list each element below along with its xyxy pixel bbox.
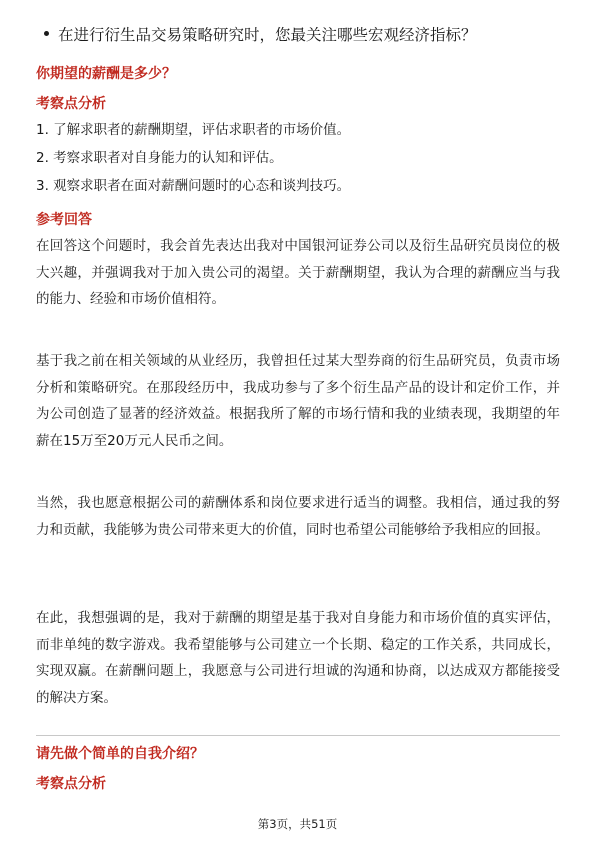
section1-analysis-heading: 考察点分析 — [36, 96, 106, 112]
section-divider — [36, 735, 560, 736]
analysis-item-1: 1. 了解求职者的薪酬期望，评估求职者的市场价值。 — [36, 122, 351, 138]
top-bullet-question — [44, 24, 477, 46]
section2-question: 请先做个简单的自我介绍？ — [36, 746, 204, 762]
section2-analysis-heading: 考察点分析 — [36, 776, 106, 792]
bullet-dot-icon — [44, 31, 49, 36]
answer-paragraph-3: 当然，我也愿意根据公司的薪酬体系和岗位要求进行适当的调整。我相信，通过我的努力和贡献，我能够为贵公司带来更大的价值，同时也希望公司能够给予我相应的回报。 — [36, 495, 560, 538]
page-number-footer: 第3页，共51页 — [257, 817, 338, 831]
section1-answer-heading: 参考回答 — [36, 212, 92, 228]
analysis-item-2: 2. 考察求职者对自身能力的认知和评估。 — [36, 150, 283, 166]
answer-paragraph-1: 在回答这个问题时，我会首先表达出我对中国银河证券公司以及衍生品研究员岗位的极大兴趣，并强调我对于加入贵公司的渴望。关于薪酬期望，我认为合理的薪酬应当与我的能力、经验和市场价值相符。 — [36, 238, 560, 307]
top-bullet-text: 在进行衍生品交易策略研究时，您最关注哪些宏观经济指标？ — [58, 26, 477, 44]
analysis-item-3: 3. 观察求职者在面对薪酬问题时的心态和谈判技巧。 — [36, 178, 351, 194]
section1-question: 你期望的薪酬是多少？ — [36, 66, 176, 82]
answer-paragraph-2: 基于我之前在相关领域的从业经历，我曾担任过某大型券商的衍生品研究员，负责市场分析和策略研究。在那段经历中，我成功参与了多个衍生品产品的设计和定价工作，并为公司创造了显著的经济效益。根据我所了解的市场行情和我的业绩表现，我期望的年薪在15万至20万元人民币之间。 — [36, 353, 560, 449]
answer-paragraph-4: 在此，我想强调的是，我对于薪酬的期望是基于我对自身能力和市场价值的真实评估，而非单纯的数字游戏。我希望能够与公司建立一个长期、稳定的工作关系，共同成长，实现双赢。在薪酬问题上，我愿意与公司进行坦诚的沟通和协商，以达成双方都能接受的解决方案。 — [36, 610, 560, 706]
